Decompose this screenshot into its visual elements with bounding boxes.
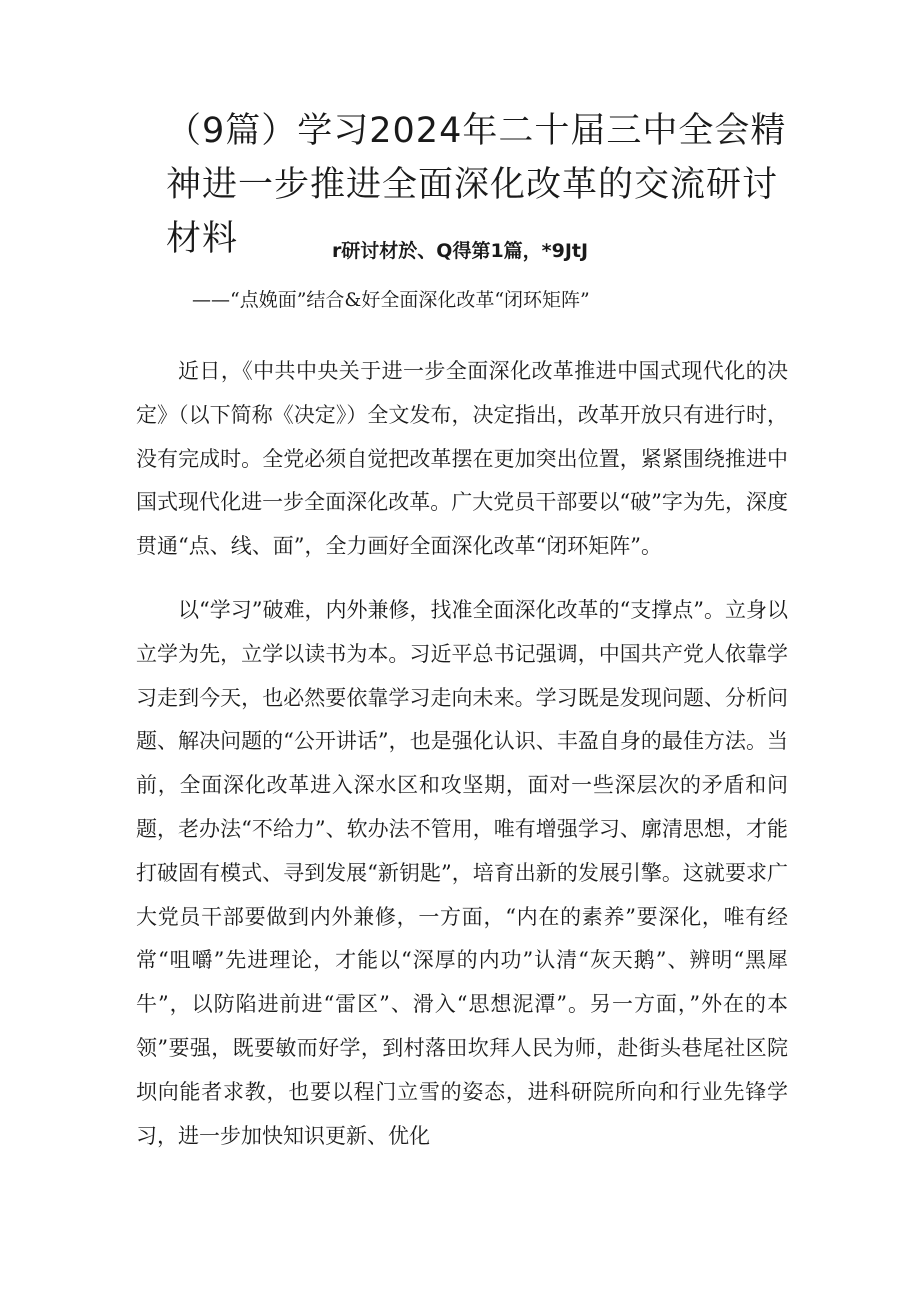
document-body [136, 350, 788, 1158]
body-paragraph: 近日，《中共中央关于进一步全面深化改革推进中国式现代化的决定》（以下简称《决定》）全文发布，决定指出，改革开放只有进行时，没有完成时。全党必须自觉把改革摆在更加突出位置，紧紧围绕推进中国式现代化进一步全面深化改革。广大党员干部要以“破”字为先，深度贯通“点、线、面”，全力画好全面深化改革“闭环矩阵”。 [136, 359, 788, 559]
body-paragraph: 以“学习”破难，内外兼修，找准全面深化改革的“支撑点”。立身以立学为先，立学以读书为本。习近平总书记强调，中国共产党人依靠学习走到今天，也必然要依靠学习走向未来。学习既是发现问题、分析问题、解决问题的“公开讲话”，也是强化认识、丰盈自身的最佳方法。当前，全面深化改革进入深水区和攻坚期，面对一些深层次的矛盾和问题，老办法“不给力”、软办法不管用，唯有增强学习、廓清思想，才能打破固有模式、寻到发展“新钥匙”，培育出新的发展引擎。这就要求广大党员干部要做到内外兼修，一方面，“内在的素养”要深化，唯有经常“咀嚼”先进理论，才能以“深厚的内功”认清“灰天鹅”、辨明“黑犀牛”，以防陷进前进“雷区”、滑入“思想泥潭”。另一方面，”外在的本领”要强，既要敏而好学，到村落田坎拜人民为师，赴街头巷尾社区院坝向能者求教，也要以程门立雪的姿态，进科研院所向和行业先锋学习，进一步加快知识更新、优化 [136, 597, 788, 1148]
section-heading: r研讨材於、Q得第1篇，*9JtJ [331, 240, 589, 262]
section-tagline: ——“点娩面”结合&好全面深化改革“闭环矩阵” [192, 289, 590, 311]
document-title: （9篇）学习2024年二十届三中全会精神进一步推进全面深化改革的交流研讨材料 [166, 111, 787, 259]
